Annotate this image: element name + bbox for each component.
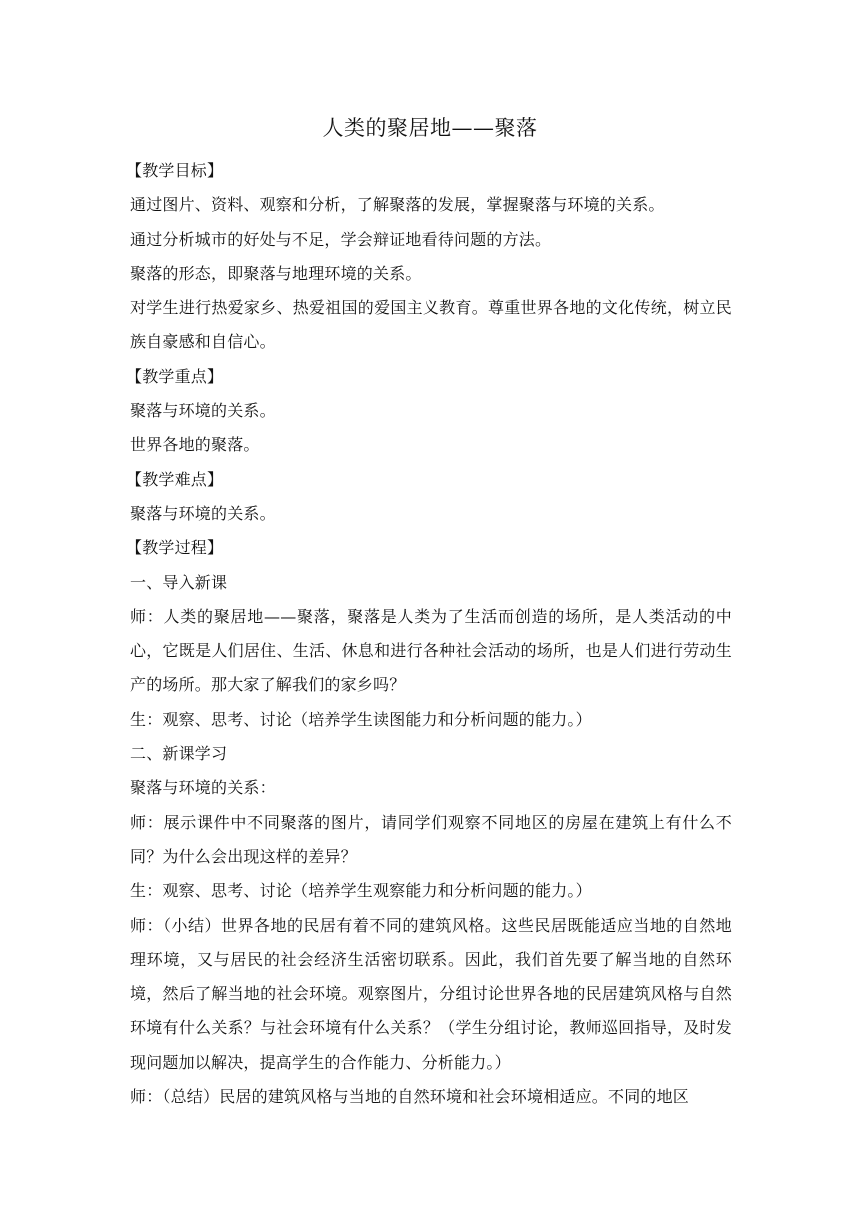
teacher-paragraph: 师：展示课件中不同聚落的图片，请同学们观察不同地区的房屋在建筑上有什么不同？为什么会出现这样的差异？ bbox=[130, 812, 732, 866]
section-heading-key-points: 【教学重点】 bbox=[126, 366, 224, 386]
process-step-heading: 二、新课学习 bbox=[130, 744, 228, 764]
subtopic-heading: 聚落与环境的关系： bbox=[130, 778, 276, 798]
section-heading-objectives: 【教学目标】 bbox=[126, 161, 224, 180]
section-heading-difficulties: 【教学难点】 bbox=[126, 469, 224, 489]
document-body bbox=[126, 154, 732, 1114]
objective-item: 通过图片、资料、观察和分析，了解聚落的发展，掌握聚落与环境的关系。 bbox=[130, 195, 665, 215]
teacher-summary-paragraph: 师：（小结）世界各地的民居有着不同的建筑风格。这些民居既能适应当地的自然地理环境，又与居民的社会经济生活密切联系。因此，我们首先要了解当地的自然环境，然后了解当地的社会环境。观察图片，分组讨论世界各地的民居建筑风格与自然环境有什么关系？与社会环境有什么关系？（学生分组讨论，教师巡回指导，及时发现问题加以解决，提高学生的合作能力、分析能力。） bbox=[130, 915, 732, 1072]
key-point-item: 聚落与环境的关系。 bbox=[130, 401, 276, 421]
student-line: 生：观察、思考、讨论（培养学生观察能力和分析问题的能力。） bbox=[130, 881, 592, 901]
objective-item: 通过分析城市的好处与不足，学会辩证地看待问题的方法。 bbox=[130, 229, 552, 249]
difficulty-item: 聚落与环境的关系。 bbox=[130, 503, 276, 523]
objective-paragraph: 对学生进行热爱家乡、热爱祖国的爱国主义教育。尊重世界各地的文化传统，树立民族自豪感和自信心。 bbox=[130, 298, 732, 352]
document-title: 人类的聚居地——聚落 bbox=[322, 116, 538, 140]
process-step-heading: 一、导入新课 bbox=[130, 572, 228, 592]
key-point-item: 世界各地的聚落。 bbox=[130, 435, 260, 455]
student-line: 生：观察、思考、讨论（培养学生读图能力和分析问题的能力。） bbox=[130, 709, 592, 729]
section-heading-process: 【教学过程】 bbox=[126, 538, 224, 558]
teacher-conclusion-line: 师：（总结）民居的建筑风格与当地的自然环境和社会环境相适应。不同的地区 bbox=[130, 1087, 690, 1107]
teacher-paragraph: 师：人类的聚居地——聚落，聚落是人类为了生活而创造的场所，是人类活动的中心，它既是人们居住、生活、休息和进行各种社会活动的场所，也是人们进行劳动生产的场所。那大家了解我们的家乡吗？ bbox=[130, 606, 732, 695]
objective-item: 聚落的形态，即聚落与地理环境的关系。 bbox=[130, 263, 422, 283]
